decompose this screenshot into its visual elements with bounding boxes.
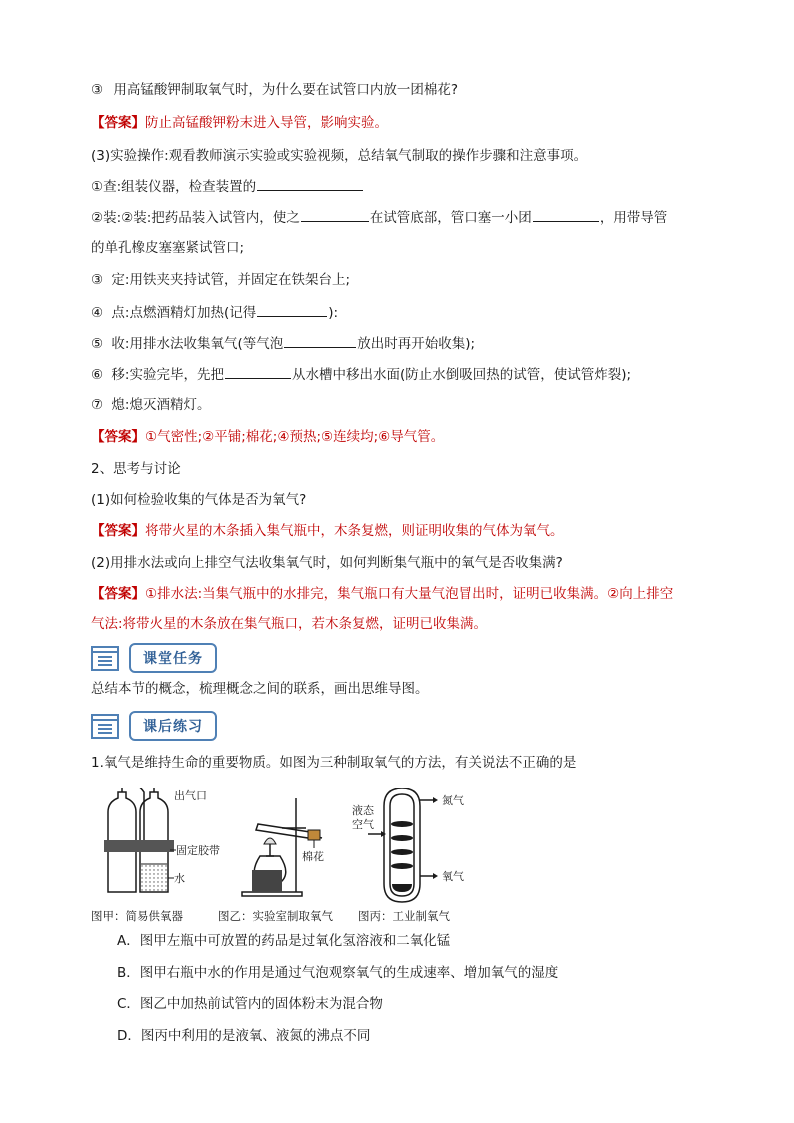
answer-text: ①排水法:当集气瓶中的水排完，集气瓶口有大量气泡冒出时，证明已收集满。②向上排空 [145,586,674,602]
step-2-text-c: ，用带导管 [599,210,668,226]
blank-field [257,176,363,191]
step-5 [91,333,475,354]
stand-block [252,870,282,892]
answer-d2 [91,584,673,604]
step-5-text-b: 放出时再开始收集); [357,336,476,352]
section-banner-homework [91,710,217,742]
column-plate [391,849,413,855]
step-7 [91,395,210,415]
answer-steps [91,427,444,447]
cotton-plug [308,830,320,840]
question-3 [91,80,458,100]
caption-figure-c: 图丙：工业制氧气 [358,909,450,923]
label-liquid-air-1: 液态 [352,804,374,817]
caption-figure-b: 图乙：实验室制取氧气 [218,909,333,923]
blank-field [301,207,369,222]
exercise-1: 1.氧气是维持生命的重要物质。如图为三种制取氧气的方法，有关说法不正确的是 [91,755,577,771]
option-b[interactable]: B．图甲右瓶中水的作用是通过气泡观察氧气的生成速率、增加氧气的湿度 [117,965,559,981]
answer-text: ①气密性;②平铺;棉花;④预热;⑤连续均;⑥导气管。 [145,429,445,445]
step-2 [91,207,667,228]
discussion-q1: (1)如何检验收集的气体是否为氧气? [91,492,307,508]
discussion-q2: (2)用排水法或向上排空气法收集氧气时，如何判断集气瓶中的氧气是否收集满? [91,555,563,571]
option-d[interactable]: D．图丙中利用的是液氧、液氮的沸点不同 [117,1028,371,1044]
discussion-title: 2、思考与讨论 [91,461,181,477]
step-2-text-b: 在试管底部，管口塞一小团 [369,210,532,226]
answer-text: 将带火星的木条插入集气瓶中，木条复燃，则证明收集的气体为氧气。 [145,523,564,539]
column-plate [391,835,413,841]
step-4 [91,302,338,323]
step-5-number: ⑤ [91,336,104,352]
step-3 [91,270,350,290]
answer-tag: 【答案】 [91,115,145,131]
answer-tag: 【答案】 [91,523,145,539]
step-6-number: ⑥ [91,367,104,383]
blank-field [257,302,327,317]
banner-title: 课堂任务 [129,643,217,673]
step-4-text-b: ): [328,305,339,321]
blank-field [225,364,291,379]
answer-d2-cont: 气法:将带火星的木条放在集气瓶口，若木条复燃，证明已收集满。 [91,616,488,632]
step-6-text-a: 移:实验完毕，先把 [111,367,224,383]
blank-field [533,207,599,222]
oxygen-apparatus-figure [96,788,496,908]
option-a[interactable]: A．图甲左瓶中可放置的药品是过氧化氢溶液和二氧化锰 [117,933,451,949]
step-3-text: 定:用铁夹夹持试管，并固定在铁架台上; [111,272,351,288]
list-icon [91,712,119,740]
label-nitrogen: 氮气 [442,794,464,807]
step-1 [91,176,364,197]
label-oxygen: 氧气 [442,870,464,883]
step-4-number: ④ [91,305,104,321]
label-outlet: 出气口 [174,789,207,802]
answer-tag: 【答案】 [91,429,145,445]
banner-title: 课后练习 [129,711,217,741]
answer-q3 [91,113,388,133]
column-bottom-liquid [392,884,412,892]
answer-tag: 【答案】 [91,586,145,602]
label-tape: 固定胶带 [176,844,220,857]
step-4-text-a: 点:点燃酒精灯加热(记得 [111,305,257,321]
steps-intro: (3)实验操作:观看教师演示实验或实验视频，总结氧气制取的操作步骤和注意事项。 [91,148,588,164]
question-3-number: ③ [91,82,104,98]
step-7-number: ⑦ [91,397,104,413]
label-water: 水 [174,872,185,885]
column-plate [391,821,413,827]
answer-text: 防止高锰酸钾粉末进入导管，影响实验。 [145,115,388,131]
step-2-text-a: ②装:②装:把药品装入试管内，使之 [91,210,300,226]
caption-figure-a: 图甲：简易供氧器 [91,909,183,923]
step-3-number: ③ [91,272,104,288]
step-6 [91,364,631,385]
step-6-text-b: 从水槽中移出水面(防止水倒吸回热的试管，使试管炸裂); [291,367,632,383]
option-c[interactable]: C．图乙中加热前试管内的固体粉末为混合物 [117,996,383,1012]
column-plate [391,863,413,869]
blank-field [284,333,356,348]
water-fill [141,864,167,891]
step-5-text-a: 收:用排水法收集氧气(等气泡 [111,336,284,352]
step-1-text: ①查:组装仪器，检查装置的 [91,179,257,195]
question-3-text: 用高锰酸钾制取氧气时，为什么要在试管口内放一团棉花? [113,82,459,98]
step-7-text: 熄:熄灭酒精灯。 [111,397,211,413]
tape-band [104,840,174,852]
list-icon [91,644,119,672]
answer-d1 [91,521,564,541]
step-2-cont: 的单孔橡皮塞塞紧试管口; [91,240,245,256]
section-banner-task [91,642,217,674]
task-text: 总结本节的概念，梳理概念之间的联系，画出思维导图。 [91,681,429,697]
label-liquid-air-2: 空气 [352,818,374,831]
label-cotton: 棉花 [302,850,324,863]
